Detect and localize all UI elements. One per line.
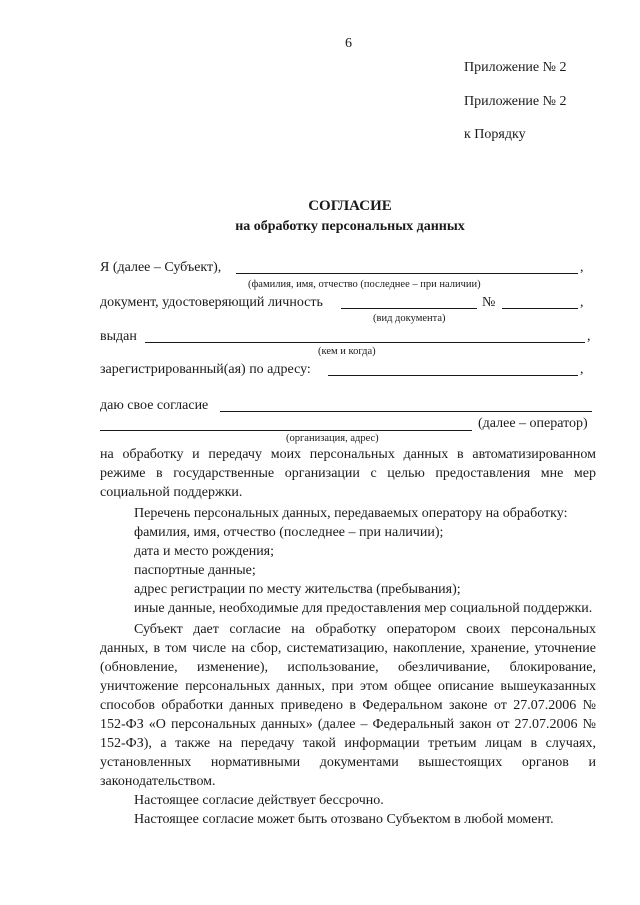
- issued-label: выдан: [100, 329, 137, 344]
- operator-field[interactable]: [220, 411, 592, 412]
- number-sign: №: [482, 295, 496, 310]
- list-item: иные данные, необходимые для предоставления мер социальной поддержки.: [134, 601, 593, 616]
- document-type-hint: (вид документа): [373, 313, 446, 324]
- subject-label: Я (далее – Субъект),: [100, 260, 222, 275]
- document-title: СОГЛАСИЕ: [308, 198, 392, 214]
- list-item: адрес регистрации по месту жительства (пребывания);: [134, 582, 461, 597]
- body-text: [100, 445, 596, 829]
- operator-suffix: (далее – оператор): [478, 416, 588, 431]
- page-number: 6: [345, 36, 352, 51]
- address-field[interactable]: [328, 375, 578, 376]
- procedure-reference: к Порядку: [464, 127, 526, 142]
- list-item: дата и место рождения;: [134, 544, 275, 559]
- address-comma: ,: [580, 362, 584, 377]
- document-subtitle: на обработку персональных данных: [235, 219, 465, 234]
- subject-comma: ,: [580, 260, 584, 275]
- issued-by-hint: (кем и когда): [318, 346, 376, 357]
- issued-by-field[interactable]: [145, 342, 585, 343]
- address-label: зарегистрированный(ая) по адресу:: [100, 362, 311, 377]
- subject-name-hint: (фамилия, имя, отчество (последнее – при наличии): [248, 279, 481, 290]
- consent-label: даю свое согласие: [100, 398, 209, 413]
- list-item: фамилия, имя, отчество (последнее – при наличии);: [134, 525, 444, 540]
- appendix-label: Приложение № 2: [464, 60, 567, 75]
- issued-comma: ,: [587, 329, 591, 344]
- document-number-field[interactable]: [502, 308, 578, 309]
- document-comma: ,: [580, 295, 584, 310]
- identity-document-label: документ, удостоверяющий личность: [100, 295, 323, 310]
- operator-hint: (организация, адрес): [286, 433, 379, 444]
- validity-paragraph: Настоящее согласие действует бессрочно.: [134, 793, 384, 808]
- list-item: паспортные данные;: [134, 563, 256, 578]
- processing-paragraph: Субъект дает согласие на обработку оператором своих персональных данных, в том числе на сбор, систематизацию, накопление, хранение, уточнение (обновление, изменение), использование, обезличивание, блокирование, уничтожение персональных данных, при этом общее описание вышеуказанных способов обработки данных приведено в Федеральном законе от 27.07.2006 № 152-ФЗ «О персональных данных» (далее – Федеральный закон от 27.07.2006 № 152-ФЗ), а также на передачу такой информации третьим лицам в случаях, установленных нормативными документами вышестоящих органов и законодательством.: [100, 622, 596, 789]
- purpose-paragraph: на обработку и передачу моих персональных данных в автоматизированном режиме в государственные организации с целью предоставления мне мер социальной поддержки.: [100, 447, 596, 500]
- document-type-field[interactable]: [341, 308, 477, 309]
- subject-name-field[interactable]: [236, 273, 578, 274]
- list-intro: Перечень персональных данных, передаваемых оператору на обработку:: [134, 506, 568, 521]
- operator-field-continued[interactable]: [100, 430, 472, 431]
- appendix-label-repeat: Приложение № 2: [464, 94, 567, 109]
- revocation-paragraph: Настоящее согласие может быть отозвано Субъектом в любой момент.: [134, 812, 554, 827]
